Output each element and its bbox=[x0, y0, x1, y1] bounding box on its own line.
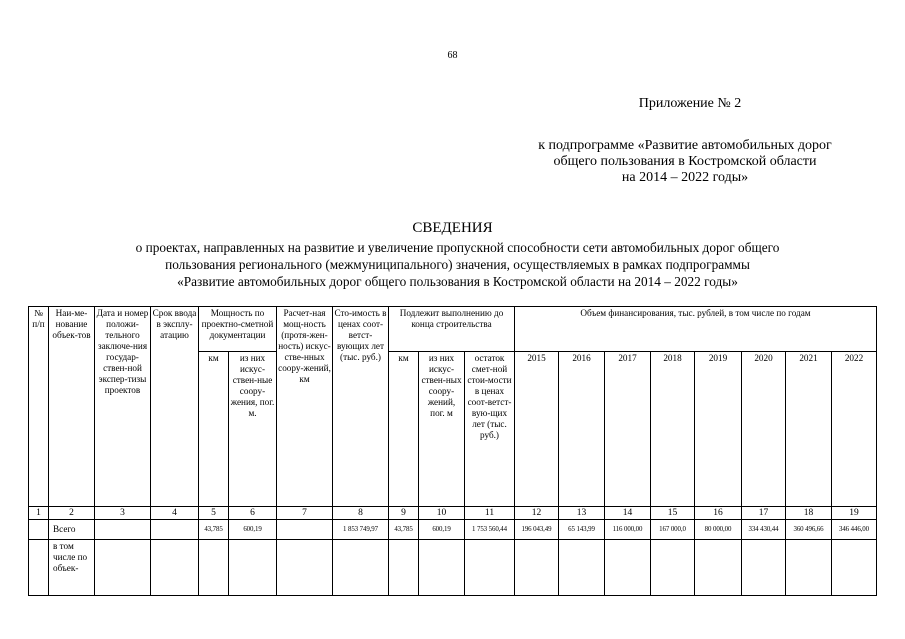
column-number: 16 bbox=[695, 507, 742, 520]
col-header-power-struct: из них искус-ствен-ные соору-жения, пог. м. bbox=[229, 352, 277, 507]
appendix-line-2: общего пользования в Костромской области bbox=[553, 154, 817, 169]
sub-cell-empty bbox=[151, 540, 199, 596]
sub-cell-empty bbox=[651, 540, 695, 596]
col-header-cost: Сто-имость в ценах соот-ветст-вующих лет (тыс. руб.) bbox=[333, 307, 389, 507]
total-2020: 334 430,44 bbox=[742, 520, 786, 540]
subtitle-line-1: о проектах, направленных на развитие и увеличение пропускной способности сети автомобильных дорог общего bbox=[135, 240, 780, 255]
year-header: 2022 bbox=[832, 352, 877, 507]
sub-cell-empty bbox=[832, 540, 877, 596]
col-header-num: № п/п bbox=[29, 307, 49, 507]
col-header-remain: Подлежит выполнению до конца строительства bbox=[389, 307, 515, 352]
appendix-line-1: к подпрограмме «Развитие автомобильных дорог bbox=[538, 138, 832, 153]
sub-cell-empty bbox=[742, 540, 786, 596]
appendix-title: Приложение № 2 bbox=[638, 96, 742, 111]
subtotal-row bbox=[29, 540, 877, 596]
total-cell-empty bbox=[277, 520, 333, 540]
sub-cell-empty bbox=[515, 540, 559, 596]
projects-table bbox=[28, 306, 877, 596]
sub-cell-empty bbox=[465, 540, 515, 596]
total-2015: 196 043,49 bbox=[515, 520, 559, 540]
sub-cell-empty bbox=[333, 540, 389, 596]
total-cell-empty bbox=[29, 520, 49, 540]
column-number: 11 bbox=[465, 507, 515, 520]
column-number: 6 bbox=[229, 507, 277, 520]
col-header-remain-km: км bbox=[389, 352, 419, 507]
appendix-subtitle bbox=[505, 138, 865, 186]
column-number: 18 bbox=[786, 507, 832, 520]
total-row bbox=[29, 520, 877, 540]
sub-cell-empty bbox=[199, 540, 229, 596]
total-2019: 80 000,00 bbox=[695, 520, 742, 540]
col-header-power-km: км bbox=[199, 352, 229, 507]
col-header-financing: Объем финансирования, тыс. рублей, в том числе по годам bbox=[515, 307, 877, 352]
sub-cell-empty bbox=[695, 540, 742, 596]
total-power-km: 43,785 bbox=[199, 520, 229, 540]
page-number: 68 bbox=[447, 50, 458, 61]
column-number: 15 bbox=[651, 507, 695, 520]
total-2021: 360 496,66 bbox=[786, 520, 832, 540]
subtitle-line-2: пользования регионального (межмуниципального) значения, осуществляемых в рамках подпрограммы bbox=[165, 257, 750, 272]
column-number-row bbox=[29, 507, 877, 520]
sub-cell-empty bbox=[277, 540, 333, 596]
year-header: 2019 bbox=[695, 352, 742, 507]
column-number: 2 bbox=[49, 507, 95, 520]
document-subtitle bbox=[40, 239, 875, 290]
sub-cell-empty bbox=[559, 540, 605, 596]
column-number: 4 bbox=[151, 507, 199, 520]
sub-cell-empty bbox=[605, 540, 651, 596]
year-header: 2020 bbox=[742, 352, 786, 507]
total-label: Всего bbox=[49, 520, 95, 540]
sub-cell-empty bbox=[389, 540, 419, 596]
column-number: 3 bbox=[95, 507, 151, 520]
year-header: 2018 bbox=[651, 352, 695, 507]
column-number: 19 bbox=[832, 507, 877, 520]
year-header: 2017 bbox=[605, 352, 651, 507]
subtitle-line-3: «Развитие автомобильных дорог общего пользования в Костромской области на 2014 – 2022 годы» bbox=[177, 274, 738, 289]
sub-cell-empty bbox=[229, 540, 277, 596]
col-header-remain-rest: остаток смет-ной стои-мости в ценах соот-ветст-вую-щих лет (тыс. руб.) bbox=[465, 352, 515, 507]
total-remain-struct: 600,19 bbox=[419, 520, 465, 540]
year-header: 2021 bbox=[786, 352, 832, 507]
total-cell-empty bbox=[151, 520, 199, 540]
column-number: 13 bbox=[559, 507, 605, 520]
sub-cell-empty bbox=[29, 540, 49, 596]
sub-row-label: в том числе по объек- bbox=[49, 540, 95, 596]
total-remain-rest: 1 753 560,44 bbox=[465, 520, 515, 540]
document-title: СВЕДЕНИЯ bbox=[412, 220, 493, 236]
column-number: 14 bbox=[605, 507, 651, 520]
col-header-name: Наи-ме-нование объек-тов bbox=[49, 307, 95, 507]
column-number: 9 bbox=[389, 507, 419, 520]
total-2016: 65 143,99 bbox=[559, 520, 605, 540]
col-header-remain-struct: из них искус-ствен-ных соору-жений, пог. м bbox=[419, 352, 465, 507]
total-2022: 346 446,00 bbox=[832, 520, 877, 540]
sub-cell-empty bbox=[419, 540, 465, 596]
total-cell-empty bbox=[95, 520, 151, 540]
col-header-date: Дата и номер положи-тельного заключе-ния государ-ствен-ной экспер-тизы проектов bbox=[95, 307, 151, 507]
col-header-calc: Расчет-ная мощ-ность (протя-жен-ность) искус-стве-нных соору-жений, км bbox=[277, 307, 333, 507]
sub-cell-empty bbox=[95, 540, 151, 596]
column-number: 17 bbox=[742, 507, 786, 520]
year-header: 2016 bbox=[559, 352, 605, 507]
year-header: 2015 bbox=[515, 352, 559, 507]
column-number: 10 bbox=[419, 507, 465, 520]
header-row-1 bbox=[29, 307, 877, 352]
total-remain-km: 43,785 bbox=[389, 520, 419, 540]
appendix-line-3: на 2014 – 2022 годы» bbox=[621, 170, 749, 185]
column-number: 1 bbox=[29, 507, 49, 520]
column-number: 12 bbox=[515, 507, 559, 520]
column-number: 7 bbox=[277, 507, 333, 520]
column-number: 5 bbox=[199, 507, 229, 520]
total-power-struct: 600,19 bbox=[229, 520, 277, 540]
total-2018: 167 000,0 bbox=[651, 520, 695, 540]
column-number: 8 bbox=[333, 507, 389, 520]
total-cost: 1 853 749,97 bbox=[333, 520, 389, 540]
sub-cell-empty bbox=[786, 540, 832, 596]
col-header-power: Мощность по проектно-сметной документации bbox=[199, 307, 277, 352]
col-header-term: Срок ввода в эксплу-атацию bbox=[151, 307, 199, 507]
total-2017: 116 000,00 bbox=[605, 520, 651, 540]
